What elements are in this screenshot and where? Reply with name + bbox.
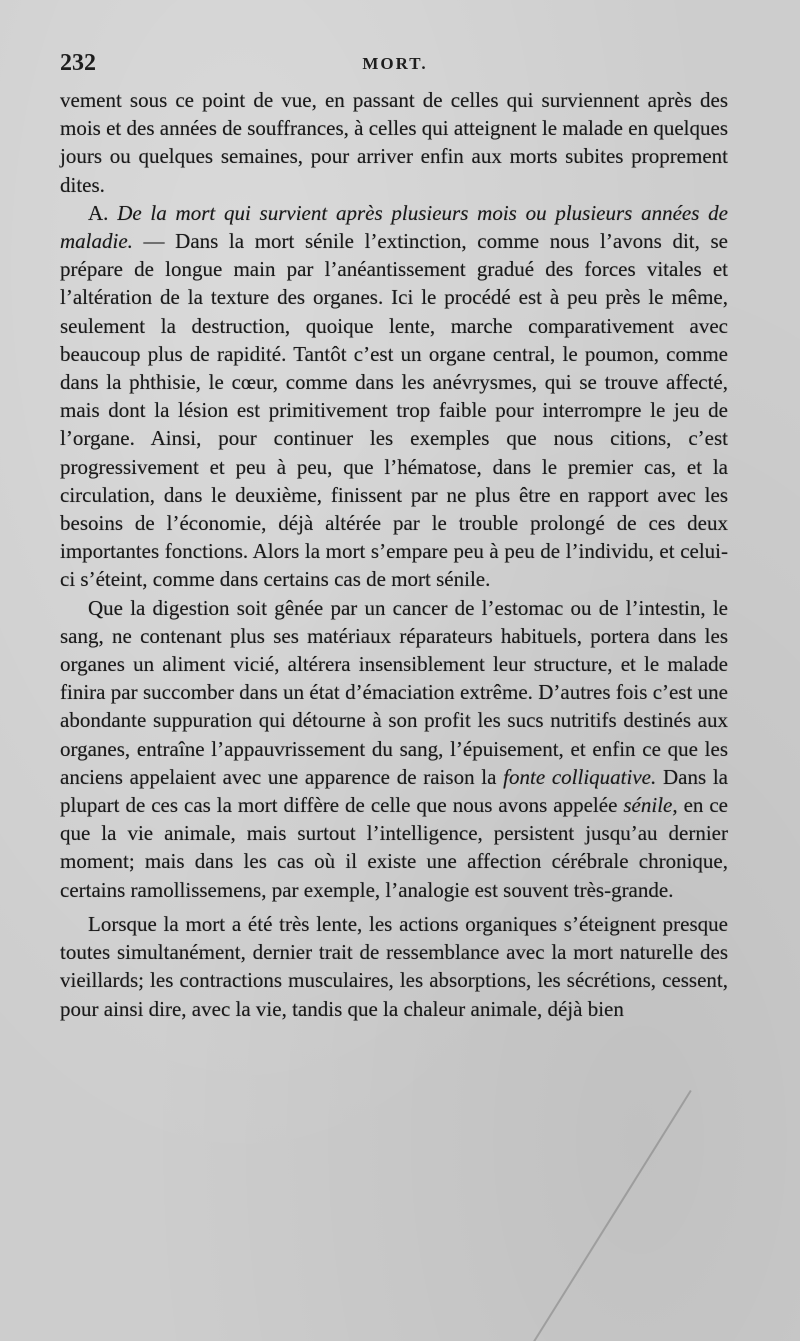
paragraph-text: — Dans la mort sénile l’extinction, comme nous l’avons dit, se prépare de longue main par l’anéantissement gradué des forces vitales et l’altération de la texture des organes. Ici le procédé est à peu près le même, seulement la destruction, quoique lente, marche comparativement avec beaucoup plus de rapidité. Tantôt c’est un organe central, le poumon, comme dans la phthisie, le cœur, comme dans les anévrysmes, qui se trouve affecté, mais dont la lésion est primitivement trop faible pour interrompre le jeu de l’organe. Ainsi, pour continuer les exemples que nous citions, c’est progressivement et peu à peu, que l’hématose, dans le premier cas, et la circulation, dans le deuxième, finissent par ne plus être en rapport avec les besoins de l’économie, déjà altérée par le trouble prolongé de ces deux importantes fonctions. Alors la mort s’empare peu à peu de l’individu, et celui-ci s’éteint, comme dans certains cas de mort sénile. bbox=[60, 229, 728, 592]
section-label: A. bbox=[88, 200, 109, 225]
paragraph-digestion bbox=[60, 594, 728, 904]
section-heading: De la mort qui survient après plusieurs mois ou plusieurs années de maladie. bbox=[60, 200, 728, 254]
paragraph-text: Lorsque la mort a été très lente, les actions organiques s’éteignent presque toutes simultanément, dernier trait de ressemblance avec la mort naturelle des vieillards; les contractions musculaires, les absorptions, les sécrétions, cessent, pour ainsi dire, avec la vie, tandis que la chaleur animale, déjà bien bbox=[60, 911, 728, 1021]
paragraph-text: vement sous ce point de vue, en passant de celles qui surviennent après des mois et des années de souffrances, à celles qui atteignent le malade en quelques jours ou quelques semaines, pour arriver enfin aux morts subites proprement dites. bbox=[60, 88, 728, 197]
paragraph-text-start: Que la digestion soit gênée par un cancer de l’estomac ou de l’intestin, le sang, ne contenant plus ses matériaux réparateurs habituels, portera dans les organes un aliment vicié, altérera insensiblement leur structure, et le malade finira par succomber dans un état d’émaciation extrême. D’autres fois c’est une abondante suppuration qui détourne à son profit les sucs nutritifs destinés aux organes, entraîne l’appauvrissement du sang, l’épuisement, et enfin ce que les anciens appelaient avec une apparence de raison la bbox=[60, 595, 728, 789]
paragraph-slow-death bbox=[60, 910, 728, 1023]
paragraph-text-middle: Dans la plupart de ces cas la mort diffère de celle que nous avons appelée bbox=[60, 764, 728, 818]
italic-term-fonte: fonte colliquative. bbox=[503, 764, 657, 789]
paragraph-section-a bbox=[60, 199, 728, 594]
running-head: MORT. bbox=[362, 54, 428, 73]
page-header bbox=[60, 50, 730, 84]
italic-term-senile: sénile, bbox=[623, 793, 678, 818]
page-number: 232 bbox=[60, 50, 96, 76]
paragraph-text-end: en ce que la vie animale, mais surtout l’intelligence, persistent jusqu’au dernier moment; mais dans les cas où il existe une affection cérébrale chronique, certains ramollissemens, par exemple, l’analogie est souvent très-grande. bbox=[60, 793, 729, 902]
paragraph-continuation bbox=[60, 86, 728, 199]
body-text bbox=[60, 86, 728, 1023]
